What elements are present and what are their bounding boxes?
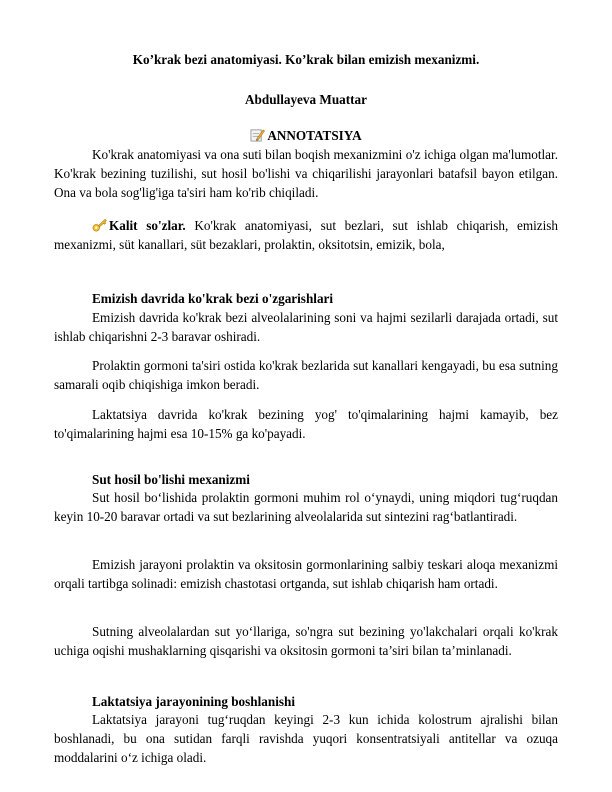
keywords-label: Kalit so'zlar.: [109, 218, 186, 233]
annotation-heading-line: [54, 126, 558, 145]
author-name: Abdullayeva Muattar: [245, 92, 367, 107]
section1-paragraph-2: Prolaktin gormoni ta'siri ostida ko'krak bezlarida sut kanallari kengayadi, bu esa sutning samarali oqib chiqishiga imkon beradi.: [54, 358, 558, 393]
section2-paragraph-2: Emizish jarayoni prolaktin va oksitosin gormonlarining salbiy teskari aloqa mexanizmi orqali tartibga solinadi: emizish chastotasi ortganda, sut ishlab chiqarish ham ortadi.: [54, 557, 558, 592]
keywords-paragraph: [54, 216, 558, 254]
annotation-heading: ANNOTATSIYA: [267, 128, 362, 143]
section-heading-milk-formation: Sut hosil bo'lishi mexanizmi: [92, 472, 250, 487]
section-heading-breast-changes: Emizish davrida ko'krak bezi o'zgarishlari: [92, 291, 334, 306]
section2-paragraph-3: Sutning alveolalardan sut yo‘llariga, so'ngra sut bezining yo'lakchalari orqali ko'krak uchiga oqishi mushaklarning qisqarishi va oksitosin gormoni ta’siri bilan ta’minlanadi.: [54, 624, 558, 659]
memo-icon: [250, 128, 265, 142]
key-icon: [92, 218, 107, 232]
section2-paragraph-1: Sut hosil bo‘lishida prolaktin gormoni muhim rol o‘ynaydi, uning miqdori tug‘ruqdan keyin 10-20 baravar ortadi va sut bezlarining alveolalarida sut sintezini rag‘batlantiradi.: [54, 490, 558, 525]
section-heading-lactation-start: Laktatsiya jarayonining boshlanishi: [92, 694, 296, 709]
section1-paragraph-3: Laktatsiya davrida ko'krak bezining yog' to'qimalarining hajmi kamayib, bez to'qimalarining hajmi esa 10-15% ga ko'payadi.: [54, 407, 558, 442]
annotation-text: Ko'krak anatomiyasi va ona suti bilan boqish mexanizmini o'z ichiga olgan ma'lumotlar. Ko'krak bezining tuzilishi, sut hosil bo'lishi va chiqarilishi jarayonlari batafsil bayon etilgan. Ona va bola sog'lig'iga ta'siri ham ko'rib chiqiladi.: [54, 147, 558, 201]
section3-paragraph-1: Laktatsiya jarayoni tug‘ruqdan keyingi 2-3 kun ichida kolostrum ajralishi bilan boshlanadi, bu ona sutidan farqli ravishda yuqori konsentratsiyali antitellar va ozuqa moddalarini o‘z ichiga oladi.: [54, 712, 558, 766]
document-title: Ko’krak bezi anatomiyasi. Ko’krak bilan emizish mexanizmi.: [132, 52, 480, 67]
keywords-text: Ko'krak anatomiyasi, sut bezlari, sut ishlab chiqarish, emizish mexanizmi, süt kanallari, süt bezaklari, prolaktin, oksitotsin, emizik, bola,: [54, 218, 558, 253]
section1-paragraph-1: Emizish davrida ko'krak bezi alveolalarining soni va hajmi sezilarli darajada ortadi, sut ishlab chiqarishni 2-3 baravar oshiradi.: [54, 310, 558, 345]
